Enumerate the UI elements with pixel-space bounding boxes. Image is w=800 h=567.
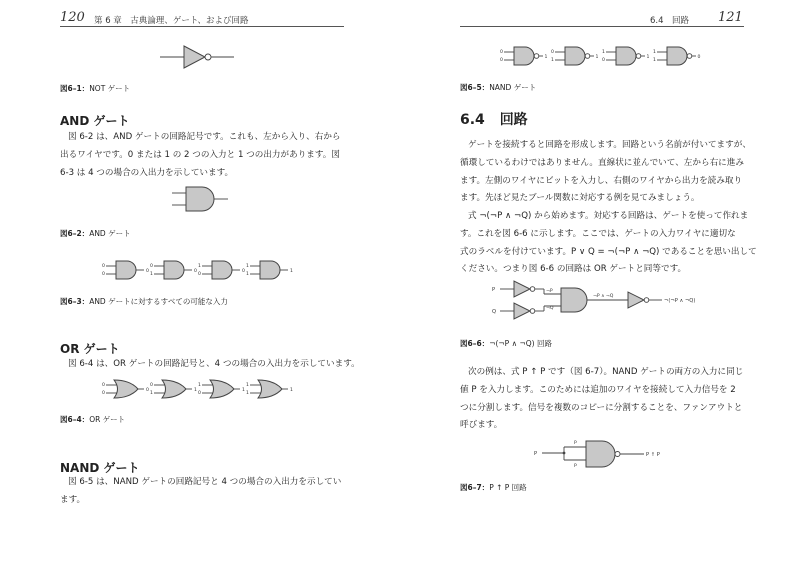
left-header-rule bbox=[60, 26, 344, 27]
io-output: 1 bbox=[242, 388, 245, 393]
io-input-b: 0 bbox=[198, 391, 201, 396]
and-io-case bbox=[246, 261, 293, 279]
io-output: 1 bbox=[595, 55, 599, 60]
io-input-a: 1 bbox=[246, 383, 249, 388]
io-input-a: 0 bbox=[150, 383, 153, 388]
nand-io-case bbox=[500, 47, 548, 65]
io-output: 0 bbox=[194, 269, 197, 274]
io-input-a: 1 bbox=[198, 383, 201, 388]
figure-not-gate bbox=[160, 44, 240, 70]
figure-p-nand-p-circuit bbox=[534, 437, 684, 473]
right-header-rule bbox=[460, 26, 744, 27]
not-gate-out bbox=[628, 292, 644, 308]
label-final: ¬(¬P ∧ ¬Q) bbox=[664, 298, 696, 304]
io-output: 0 bbox=[146, 388, 149, 393]
label-and-out: ¬P ∧ ¬Q bbox=[593, 294, 614, 299]
io-input-b: 0 bbox=[500, 58, 503, 63]
and-io-case bbox=[150, 261, 197, 279]
label-not-p: ¬P bbox=[546, 289, 553, 294]
or-heading: OR ゲート bbox=[60, 342, 120, 356]
io-output: 1 bbox=[194, 388, 197, 393]
io-input-b: 1 bbox=[653, 58, 656, 63]
nand-io-case bbox=[653, 47, 701, 65]
nand-circuit-paragraph: 次の例は、式 P ↑ P です（図 6-7）。NAND ゲートの両方の入力に同じ 値 P を入力します。このためには追加のワイヤを接続して入力信号を 2 つに分割します。信号を複数のコピーに分割することを、ファンアウトと 呼びます。 bbox=[460, 367, 744, 431]
io-input-b: 1 bbox=[246, 391, 249, 396]
not-gate-p bbox=[514, 281, 530, 297]
and-io-case bbox=[198, 261, 245, 279]
nand-paragraph: 図 6-5 は、NAND ゲートの回路記号と 4 つの場合の入出力を示してい ます。 bbox=[60, 477, 342, 505]
fig3-caption: 図6–3：AND ゲートに対するすべての可能な入力 bbox=[60, 297, 228, 306]
and-gate bbox=[561, 288, 587, 312]
figure-or-io bbox=[100, 377, 300, 401]
io-input-b: 1 bbox=[150, 391, 153, 396]
io-output: 1 bbox=[544, 55, 548, 60]
or-io-case bbox=[246, 380, 293, 398]
nand-io-case bbox=[551, 47, 599, 65]
nand-heading: NAND ゲート bbox=[60, 461, 140, 475]
right-page-number: 121 bbox=[718, 10, 743, 25]
nand-io-case bbox=[602, 47, 650, 65]
label-top: P bbox=[574, 441, 577, 446]
fig1-caption: 図6–1：NOT ゲート bbox=[60, 84, 131, 93]
figure-nand-io bbox=[498, 44, 708, 68]
io-input-a: 1 bbox=[602, 50, 605, 55]
io-output: 1 bbox=[290, 269, 293, 274]
left-page-number: 120 bbox=[60, 10, 85, 25]
io-input-b: 1 bbox=[551, 58, 554, 63]
figure-and-io bbox=[100, 258, 300, 282]
fig2-caption: 図6–2：AND ゲート bbox=[60, 229, 131, 238]
label-input: P bbox=[534, 451, 538, 457]
label-bottom: P bbox=[574, 464, 577, 469]
io-output: 0 bbox=[242, 269, 245, 274]
and-io-case bbox=[102, 261, 149, 279]
io-input-a: 0 bbox=[102, 264, 105, 269]
nand-gate bbox=[586, 441, 615, 467]
io-input-a: 0 bbox=[102, 383, 105, 388]
io-output: 1 bbox=[290, 388, 293, 393]
section-heading bbox=[460, 109, 528, 129]
label-output: P ↑ P bbox=[646, 452, 660, 458]
io-input-a: 0 bbox=[150, 264, 153, 269]
or-io-case bbox=[102, 380, 149, 398]
io-input-a: 1 bbox=[198, 264, 201, 269]
right-running-head: 6.4 回路 bbox=[650, 16, 690, 26]
io-input-a: 1 bbox=[246, 264, 249, 269]
io-output: 0 bbox=[697, 55, 701, 60]
fig5-caption: 図6–5：NAND ゲート bbox=[460, 83, 537, 92]
label-q: Q bbox=[492, 309, 497, 315]
io-input-b: 0 bbox=[198, 272, 201, 277]
io-input-a: 0 bbox=[500, 50, 503, 55]
label-not-q: ¬Q bbox=[546, 306, 554, 311]
left-running-head: 第 6 章 古典論理、ゲート、および回路 bbox=[94, 16, 249, 26]
figure-not-and-not-circuit bbox=[492, 276, 712, 326]
fig6-caption: 図6–6：¬(¬P ∧ ¬Q) 回路 bbox=[460, 339, 552, 348]
fig7-caption: 図6–7：P ↑ P 回路 bbox=[460, 483, 527, 492]
section-number: 6.4 bbox=[460, 112, 485, 128]
figure-and-gate bbox=[172, 184, 232, 214]
or-io-case bbox=[198, 380, 245, 398]
io-output: 1 bbox=[646, 55, 650, 60]
not-gate-q bbox=[514, 303, 530, 319]
fig4-caption: 図6–4：OR ゲート bbox=[60, 415, 126, 424]
io-input-b: 0 bbox=[602, 58, 605, 63]
io-input-a: 1 bbox=[653, 50, 656, 55]
io-output: 0 bbox=[146, 269, 149, 274]
io-input-b: 0 bbox=[102, 391, 105, 396]
circuit-paragraph-1: ゲートを接続すると回路を形成します。回路という名前が付いてますが、 循環しているわけではありません。直線状に並んでいて、左から右に進み ます。左側のワイヤにビットを入力し、右側のワイヤから出力を読み取り ます。先ほど見たブール関数に対応する例を見てみましょう。 bbox=[460, 140, 751, 204]
and-heading: AND ゲート bbox=[60, 114, 130, 128]
label-p: P bbox=[492, 287, 496, 293]
or-paragraph: 図 6-4 は、OR ゲートの回路記号と、4 つの場合の入出力を示しています。 bbox=[68, 359, 360, 369]
or-io-case bbox=[150, 380, 197, 398]
section-title: 回路 bbox=[499, 112, 528, 128]
io-input-b: 1 bbox=[150, 272, 153, 277]
io-input-b: 1 bbox=[246, 272, 249, 277]
io-input-a: 0 bbox=[551, 50, 554, 55]
io-input-b: 0 bbox=[102, 272, 105, 277]
circuit-paragraph-2: 式 ¬(¬P ∧ ¬Q) から始めます。対応する回路は、ゲートを使って作れま す。これを図 6-6 に示します。ここでは、ゲートの入力ワイヤに適切な 式のラベルを付けています。P ∨ Q = ¬(¬P ∧ ¬Q) であることを思い出して ください。つまり図 6-6 の回路は OR ゲートと同等です。 bbox=[460, 211, 757, 275]
and-paragraph: 図 6-2 は、AND ゲートの回路記号です。これも、左から入り、右から 出るワイヤです。0 または 1 の 2 つの入力と 1 つの出力があります。図 6-3 は 4 つの場合の入出力を示しています。 bbox=[60, 132, 341, 178]
